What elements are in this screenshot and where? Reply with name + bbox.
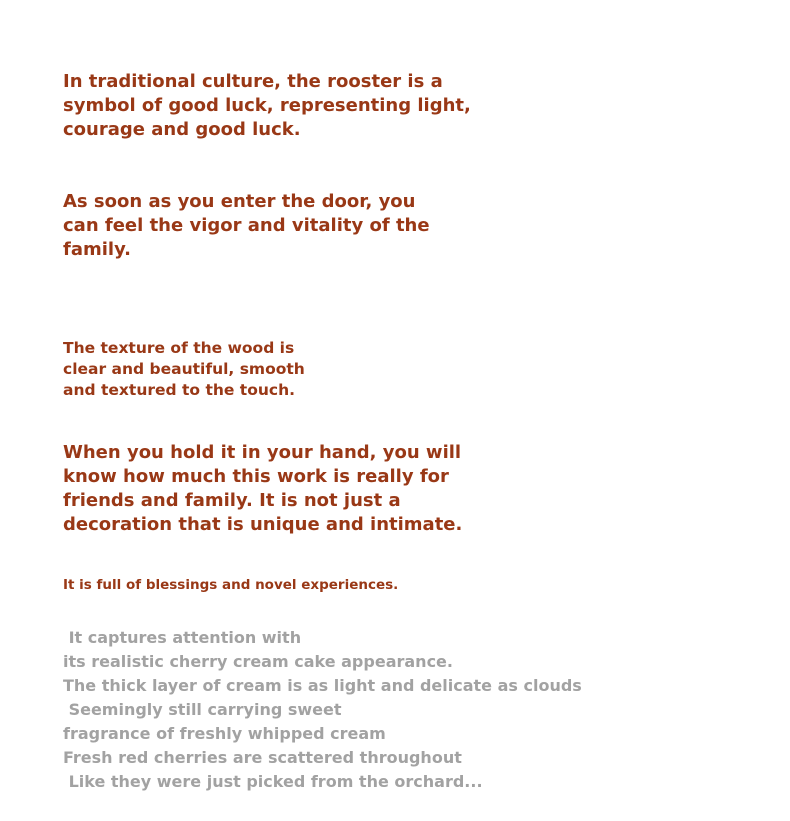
wood-texture-paragraph: The texture of the wood is clear and beautiful, smooth and textured to the touch. xyxy=(63,339,305,399)
rooster-symbol-paragraph: In traditional culture, the rooster is a symbol of good luck, representing light, courage and good luck. xyxy=(63,71,471,140)
gift-meaning-paragraph: When you hold it in your hand, you will know how much this work is really for friends and family. It is not just a decoration that is unique and intimate. xyxy=(63,442,463,535)
blessings-line: It is full of blessings and novel experiences. xyxy=(63,577,399,593)
vigor-vitality-paragraph: As soon as you enter the door, you can feel the vigor and vitality of the family. xyxy=(63,191,430,260)
cherry-cake-description: It captures attention with its realistic cherry cream cake appearance. The thick layer of cream is as light and delicate as clouds Seemingly still carrying sweet fragrance of freshly whipped cream Fresh red cherries are scattered throughout Like they were just picked from the orchard... xyxy=(63,628,582,791)
